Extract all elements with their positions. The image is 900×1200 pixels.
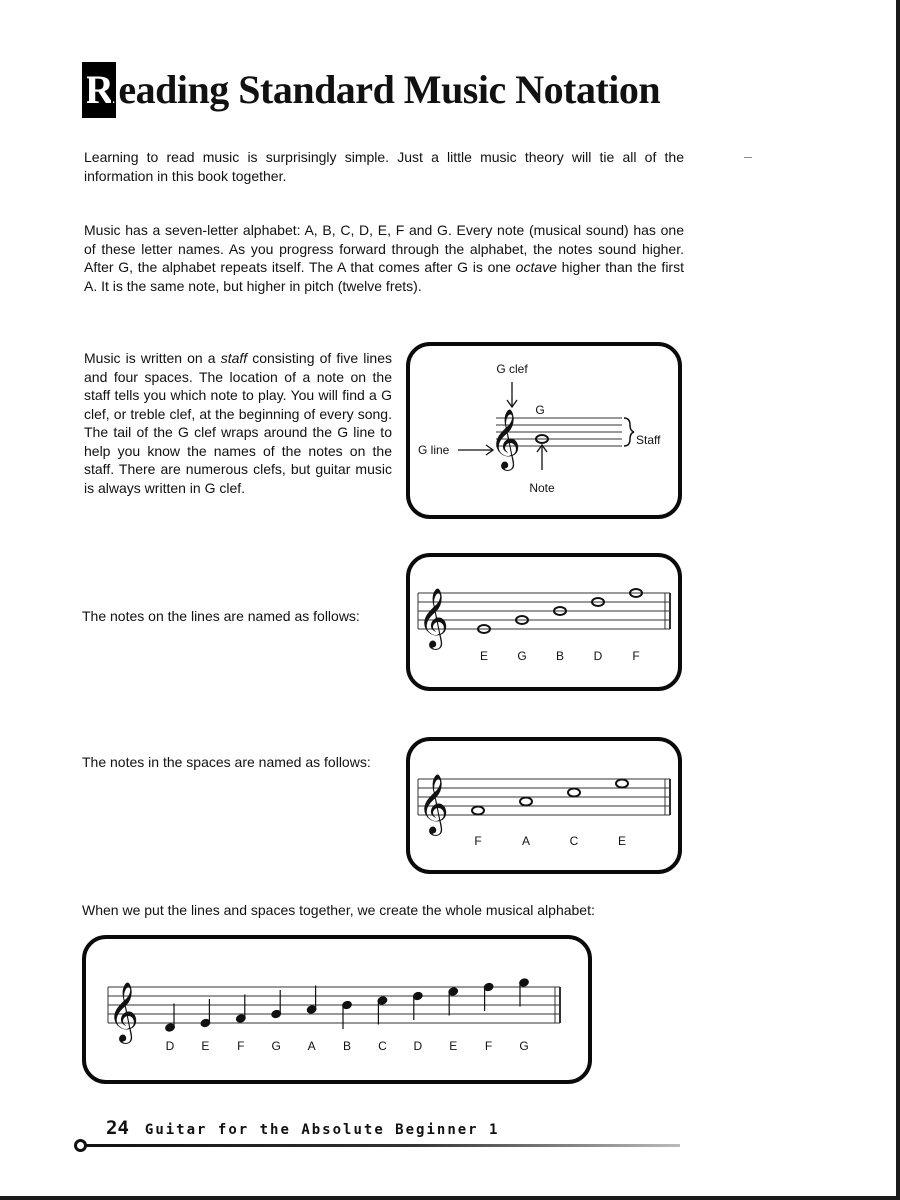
note-head-c bbox=[568, 789, 580, 797]
note-name-f: F bbox=[237, 1039, 245, 1053]
note-name-g: G bbox=[519, 1039, 529, 1053]
note-name-c: C bbox=[378, 1039, 387, 1053]
g-line-label: G line bbox=[418, 443, 450, 457]
scan-mark bbox=[744, 157, 752, 158]
note-head-a bbox=[520, 798, 532, 806]
note-name-b: B bbox=[555, 649, 565, 663]
note-name-f: F bbox=[474, 834, 482, 848]
note-name-f: F bbox=[632, 649, 640, 663]
g-label: G bbox=[535, 403, 545, 417]
title-text: eading Standard Music Notation bbox=[118, 67, 661, 112]
treble-clef-icon: 𝄞 bbox=[490, 409, 521, 469]
note-name-a: A bbox=[521, 834, 531, 848]
staff-diagram bbox=[410, 346, 678, 515]
note-name-e: E bbox=[479, 649, 489, 663]
whole-alphabet-label: When we put the lines and spaces together, we create the whole musical alphabet: bbox=[82, 902, 595, 918]
note-name-a: A bbox=[307, 1039, 316, 1053]
page-title bbox=[82, 62, 660, 118]
line-notes-box bbox=[406, 553, 682, 691]
note-name-b: B bbox=[342, 1039, 352, 1053]
g-clef-label: G clef bbox=[496, 362, 528, 376]
page-footer bbox=[74, 1115, 686, 1155]
note-name-d: D bbox=[593, 649, 603, 663]
note-head-e bbox=[616, 780, 628, 788]
lines-notes-label: The notes on the lines are named as follows: bbox=[82, 608, 360, 624]
line-notes-staff-lines bbox=[418, 593, 670, 629]
g-line-arrow bbox=[458, 445, 493, 455]
book-title: Guitar for the Absolute Beginner 1 bbox=[144, 1122, 500, 1138]
spaces-notes-label: The notes in the spaces are named as follows: bbox=[82, 754, 371, 770]
note-name-d: D bbox=[165, 1039, 175, 1053]
note-name-g: G bbox=[517, 649, 527, 663]
staff-label: Staff bbox=[636, 433, 661, 447]
note-name-g: G bbox=[271, 1039, 281, 1053]
space-notes-staff bbox=[410, 741, 678, 870]
note-name-c: C bbox=[569, 834, 579, 848]
staff-paragraph bbox=[84, 349, 392, 497]
g-clef-arrow bbox=[507, 382, 517, 407]
staff-diagram-box bbox=[406, 342, 682, 519]
space-notes-staff-lines bbox=[418, 779, 670, 815]
title-drop-cap: R bbox=[82, 62, 116, 118]
page-number: 24 bbox=[106, 1117, 129, 1139]
whole-alphabet-staff-lines bbox=[108, 987, 560, 1023]
note-name-e: E bbox=[201, 1039, 210, 1053]
note-name-e: E bbox=[617, 834, 627, 848]
note-name-e: E bbox=[449, 1039, 458, 1053]
note-name-d: D bbox=[413, 1039, 423, 1053]
whole-alphabet-staff bbox=[86, 939, 588, 1080]
whole-alphabet-box bbox=[82, 935, 592, 1084]
page-edge-bottom bbox=[0, 1196, 900, 1200]
footer-text bbox=[106, 1117, 499, 1139]
treble-clef-icon: 𝄞 bbox=[418, 774, 449, 834]
note-name-f: F bbox=[484, 1039, 493, 1053]
staff-bracket-icon bbox=[624, 418, 634, 446]
note-head-f bbox=[472, 807, 484, 815]
staff-text-start: Music is written on a bbox=[84, 350, 221, 366]
staff-term: staff bbox=[220, 350, 248, 366]
treble-clef-icon: 𝄞 bbox=[418, 588, 449, 648]
treble-clef-icon: 𝄞 bbox=[108, 982, 139, 1042]
intro-paragraph: Learning to read music is surprisingly simple. Just a little music theory will tie all of the information in this book together. bbox=[84, 149, 684, 184]
octave-term: octave bbox=[515, 259, 557, 275]
staff-text-end: consisting of five lines and four spaces. The location of a note on the staff tells you which note to play. You will find a G clef, or treble clef, at the beginning of every song. The tail of the G clef wraps around the G line to help you know the names of the notes on the staff. There are numerous clefs, but guitar music is always written in G clef. bbox=[84, 350, 392, 496]
note-arrow bbox=[537, 445, 547, 470]
page-edge-right bbox=[896, 0, 900, 1200]
alphabet-text-end: higher than the first A. It is the same note, but higher in pitch (twelve frets). bbox=[84, 259, 684, 294]
space-notes-box bbox=[406, 737, 682, 874]
alphabet-text-start: Music has a seven-letter alphabet: A, B, C, D, E, F and G. Every note (musical sound) has one of these letter names. As you progress forward through the alphabet, the notes sound higher. After G, the alphabet repeats itself. The A that comes after G is one bbox=[84, 222, 684, 275]
alphabet-paragraph bbox=[84, 221, 684, 295]
note-label: Note bbox=[529, 481, 555, 495]
footer-rule bbox=[84, 1144, 680, 1147]
line-notes-staff bbox=[410, 557, 678, 687]
